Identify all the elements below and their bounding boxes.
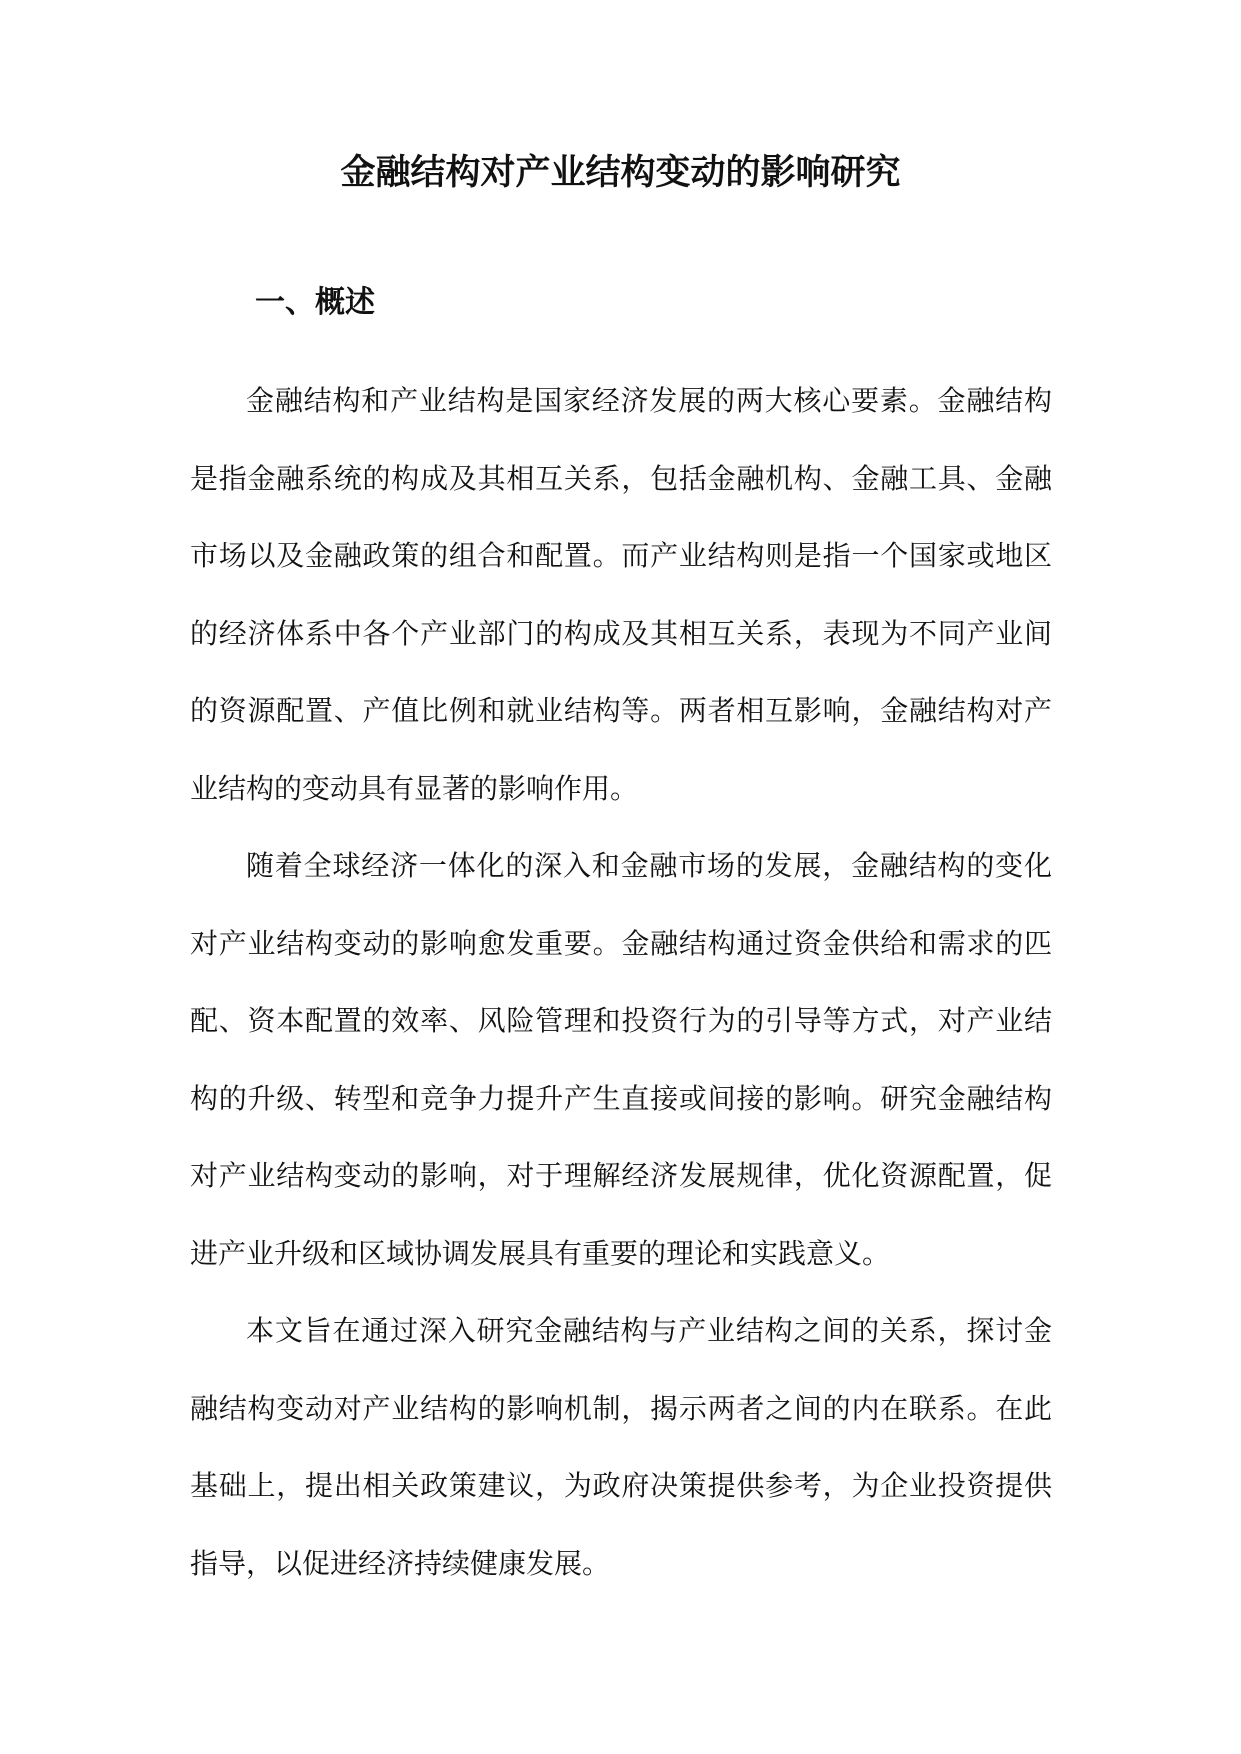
section-heading: 一、概述 bbox=[255, 285, 375, 320]
paragraph-1: 金融结构和产业结构是国家经济发展的两大核心要素。金融结构是指金融系统的构成及其相互关系，包括金融机构、金融工具、金融市场以及金融政策的组合和配置。而产业结构则是指一个国家或地区的经济体系中各个产业部门的构成及其相互关系，表现为不同产业间的资源配置、产值比例和就业结构等。两者相互影响，金融结构对产业结构的变动具有显著的影响作用。 bbox=[190, 384, 1052, 805]
paragraph-3: 本文旨在通过深入研究金融结构与产业结构之间的关系，探讨金融结构变动对产业结构的影响机制，揭示两者之间的内在联系。在此基础上，提出相关政策建议，为政府决策提供参考，为企业投资提供指导，以促进经济持续健康发展。 bbox=[190, 1314, 1052, 1580]
document-body bbox=[190, 362, 1052, 1602]
document-title: 金融结构对产业结构变动的影响研究 bbox=[340, 153, 901, 193]
paragraph-2: 随着全球经济一体化的深入和金融市场的发展，金融结构的变化对产业结构变动的影响愈发重要。金融结构通过资金供给和需求的匹配、资本配置的效率、风险管理和投资行为的引导等方式，对产业结构的升级、转型和竞争力提升产生直接或间接的影响。研究金融结构对产业结构变动的影响，对于理解经济发展规律，优化资源配置，促进产业升级和区域协调发展具有重要的理论和实践意义。 bbox=[190, 849, 1052, 1270]
